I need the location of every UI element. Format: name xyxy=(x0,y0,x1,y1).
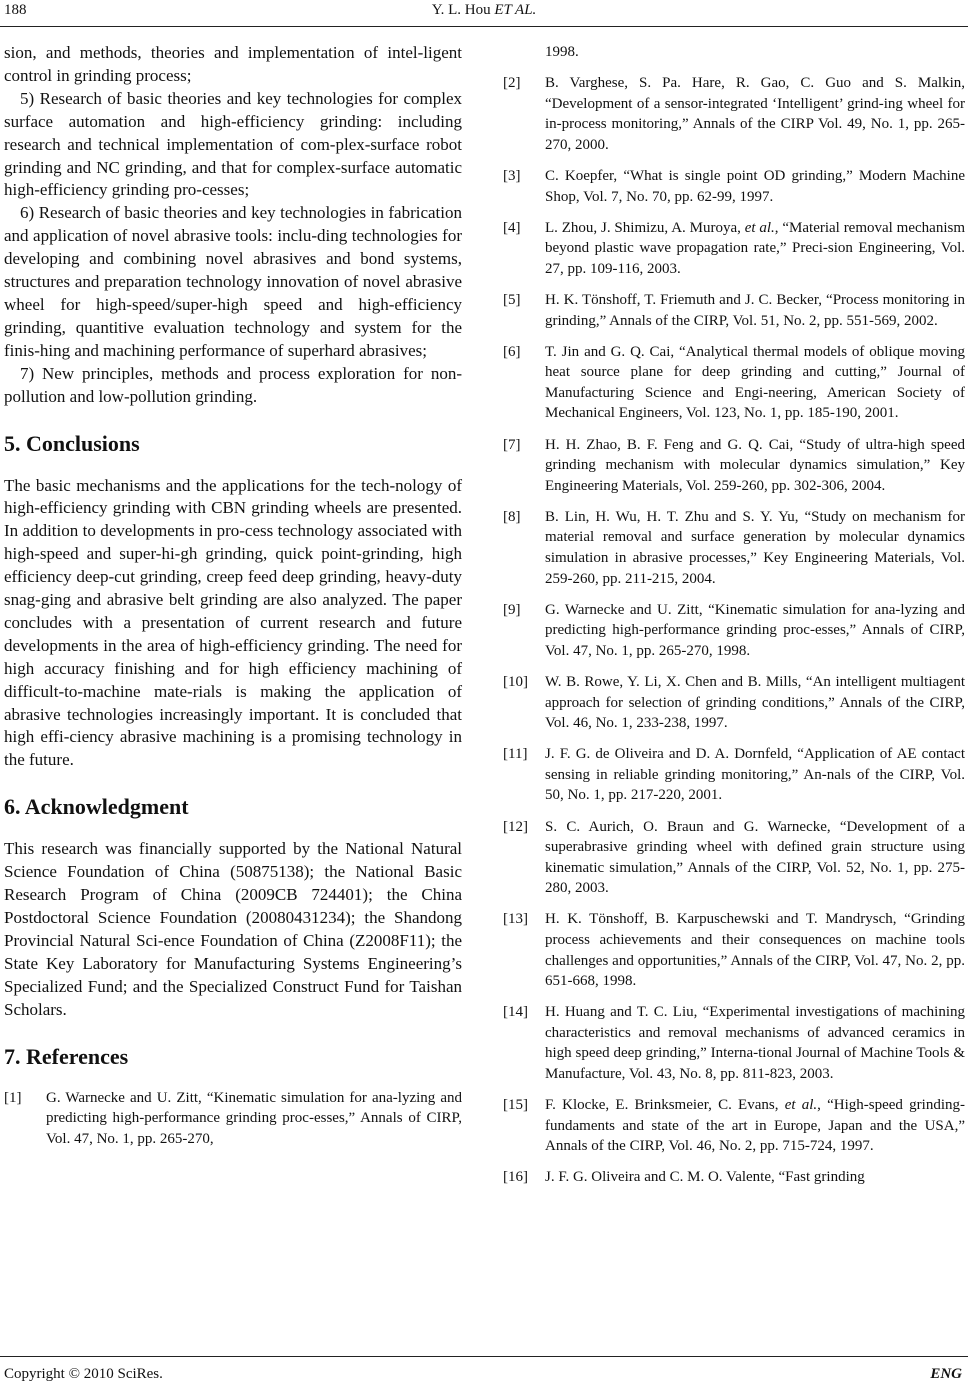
reference-number: [5] xyxy=(503,291,521,308)
right-column xyxy=(503,42,965,1199)
reference-item xyxy=(503,909,965,991)
reference-item xyxy=(503,73,965,155)
reference-text-etal: et al. xyxy=(744,219,775,236)
left-column xyxy=(4,42,462,1155)
reference-text: H. H. Zhao, B. F. Feng and G. Q. Cai, “Study of ultra-high speed grinding mechanism with molecular dynamics simulation,” Key Engineering Materials, Vol. 259-260, pp. 302-306, 2004. xyxy=(545,436,965,494)
reference-text: H. K. Tönshoff, B. Karpuschewski and T. Mandrysch, “Grinding process achievements and their consequences on machine tools challenges and opportunities,” Annals of the CIRP, Vol. 47, No. 2, pp. 651-668, 1998. xyxy=(545,911,965,990)
reference-number: [10] xyxy=(503,673,528,690)
reference-text: B. Lin, H. Wu, H. T. Zhu and S. Y. Yu, “Study on mechanism for material removal and surface generation by molecular dynamics simulation in abrasive processes,” Key Engineering Materials, Vol. 259-260, pp. 211-215, 2004. xyxy=(545,508,965,587)
reference-item xyxy=(503,290,965,331)
reference-number: [2] xyxy=(503,75,521,92)
reference-item xyxy=(503,166,965,207)
reference-number: [9] xyxy=(503,601,521,618)
header-rule xyxy=(0,26,968,27)
reference-number: [13] xyxy=(503,911,528,928)
reference-number: [14] xyxy=(503,1004,528,1021)
reference-text xyxy=(545,218,965,280)
paragraph-item-7: 7) New principles, methods and process exploration for non-pollution and low-pollution grinding. xyxy=(4,363,462,406)
reference-number: [6] xyxy=(503,343,521,360)
reference-number: [11] xyxy=(503,746,528,763)
paragraph-conclusions: The basic mechanisms and the applications for the tech-nology of high-efficiency grinding with CBN grinding wheels are presented. In addition to developments in pro-cess technology associated with high-speed and super-hi-gh grinding, quick point-grinding, high efficiency deep-cut grinding, creep feed deep grinding, heavy-duty snag-ging and abrasive belt grinding are also analyzed. The paper concludes with a presentation of current research and future developments in the area of high-efficiency grinding. The need for high accuracy finishing and for high efficiency machining of difficult-to-machine mate-rials is making the application of abrasive technologies increasingly important. It is concluded that high effi-ciency abrasive machining is a promising technology in the future. xyxy=(4,475,462,770)
reference-item xyxy=(503,507,965,589)
reference-continued: 1998. xyxy=(545,44,579,60)
reference-number: [15] xyxy=(503,1097,528,1114)
reference-item xyxy=(503,1167,965,1188)
reference-text: W. B. Rowe, Y. Li, X. Chen and B. Mills, “An intelligent multiagent approach for selection of grinding conditions,” Annals of the CIRP, Vol. 46, No. 1, 233-238, 1997. xyxy=(545,673,965,732)
reference-item xyxy=(503,600,965,662)
reference-text: T. Jin and G. Q. Cai, “Analytical thermal models of oblique moving heat source plane for deep grinding and cutting,” Journal of Manufacturing Science and Engi-neering, American Society of Mechanical Engineers, Vol. 123, No. 1, pp. 185-190, 2001. xyxy=(545,343,965,422)
reference-text-part: , “High-speed grinding-fundaments and state of the art in Europe, Japan and the USA,” Annals of the CIRP, Vol. 46, No. 2, pp. 715-724, 1997. xyxy=(545,1097,965,1155)
paragraph-item-5: 5) Research of basic theories and key technologies for complex surface automation and high-efficiency grinding: including research and technical implementation of com-plex-surface robot grinding and NC grinding, and that for complex-surface automatic high-efficiency grinding pro-cesses; xyxy=(4,88,462,200)
reference-text: G. Warnecke and U. Zitt, “Kinematic simulation for ana-lyzing and predicting high-performance grinding proc-esses,” Annals of CIRP, Vol. 47, No. 1, pp. 265-270, xyxy=(46,1089,462,1147)
running-header-etal: ET AL. xyxy=(494,2,537,18)
reference-item xyxy=(503,1002,965,1084)
reference-text-etal: et al. xyxy=(784,1097,818,1114)
reference-text-part: , “Material removal mechanism beyond plastic wave propagation rate,” Preci-sion Engineering, Vol. 27, pp. 109-116, 2003. xyxy=(545,219,965,277)
reference-item xyxy=(503,1095,965,1157)
reference-item xyxy=(4,1088,462,1150)
reference-text: J. F. G. de Oliveira and D. A. Dornfeld, “Application of AE contact sensing in reliable grinding monitoring,” An-nals of the CIRP, Vol. 50, No. 1, pp. 217-220, 2001. xyxy=(545,746,965,804)
reference-text: H. Huang and T. C. Liu, “Experimental investigations of machining characteristics and removal mechanisms of advanced ceramics in high speed deep grinding,” Interna-tional Journal of Machine Tools & Manufacture, Vol. 43, No. 8, pp. 811-823, 2003. xyxy=(545,1004,965,1083)
reference-text: H. K. Tönshoff, T. Friemuth and J. C. Becker, “Process monitoring in grinding,” Annals of the CIRP, Vol. 51, No. 2, pp. 551-569, 2002. xyxy=(545,291,965,329)
reference-item xyxy=(503,672,965,734)
reference-item xyxy=(503,817,965,899)
reference-text-part: L. Zhou, J. Shimizu, A. Muroya, xyxy=(545,219,745,236)
reference-text: G. Warnecke and U. Zitt, “Kinematic simulation for ana-lyzing and predicting high-performance grinding proc-esses,” Annals of CIRP, Vol. 47, No. 1, pp. 265-270, 1998. xyxy=(545,601,965,659)
reference-item xyxy=(503,744,965,806)
heading-references: 7. References xyxy=(4,1043,129,1069)
reference-text xyxy=(545,1095,965,1157)
running-header-author: Y. L. Hou xyxy=(431,2,491,18)
reference-number: [3] xyxy=(503,167,521,184)
footer-journal: ENG xyxy=(930,1366,962,1382)
paragraph-acknowledgment: This research was financially supported by the National Natural Science Foundation of China (50875138); the National Basic Research Program of China (2009CB 724401); the China Postdoctoral Science Foundation (20080431234); the Shandong Provincial Natural Sci-ence Foundation of China (Z2008F11); the State Key Laboratory for Manufacturing Systems Engineering’s Specialized Fund; and the Specialized Construct Fund for Taishan Scholars. xyxy=(4,839,462,1019)
reference-number: [4] xyxy=(503,219,521,236)
footer-rule xyxy=(0,1356,968,1357)
reference-number: [1] xyxy=(4,1089,22,1106)
reference-text-part: F. Klocke, E. Brinksmeier, C. Evans, xyxy=(545,1097,785,1114)
reference-text: S. C. Aurich, O. Braun and G. Warnecke, “Development of a superabrasive grinding wheel with defined grain structure using kinematic simulation,” Annals of the CIRP, Vol. 52, No. 1, pp. 275-280, 2003. xyxy=(545,818,965,897)
reference-number: [7] xyxy=(503,436,521,453)
reference-item xyxy=(503,342,965,424)
heading-acknowledgment: 6. Acknowledgment xyxy=(4,794,189,820)
page-number: 188 xyxy=(4,2,27,18)
reference-number: [12] xyxy=(503,818,528,835)
heading-conclusions: 5. Conclusions xyxy=(4,430,140,456)
reference-item xyxy=(503,218,965,280)
footer-copyright: Copyright © 2010 SciRes. xyxy=(4,1366,163,1382)
paragraph-continued: sion, and methods, theories and implementation of intel-ligent control in grinding process; xyxy=(4,43,462,85)
paragraph-item-6: 6) Research of basic theories and key technologies in fabrication and application of novel abrasive tools: inclu-ding technologies for developing and combining novel abrasives and bond systems, structures and preparation technology innovation of novel abrasive wheel for high-speed/super-high speed and high-efficiency grinding, quantitive evaluation technology and system for the finis-hing and machining performance of superhard abrasives; xyxy=(4,203,462,360)
reference-text: J. F. G. Oliveira and C. M. O. Valente, “Fast grinding xyxy=(545,1169,865,1186)
reference-number: [8] xyxy=(503,508,521,525)
reference-item xyxy=(503,435,965,497)
reference-text: C. Koepfer, “What is single point OD grinding,” Modern Machine Shop, Vol. 7, No. 70, pp. 62-99, 1997. xyxy=(545,167,965,205)
reference-number: [16] xyxy=(503,1169,528,1186)
reference-text: B. Varghese, S. Pa. Hare, R. Gao, C. Guo and S. Malkin, “Development of a sensor-integrated ‘Intelligent’ grind-ing wheel for in-process monitoring,” Annals of the CIRP Vol. 49, No. 1, pp. 265-270, 2000. xyxy=(545,75,965,153)
running-header xyxy=(0,2,968,19)
